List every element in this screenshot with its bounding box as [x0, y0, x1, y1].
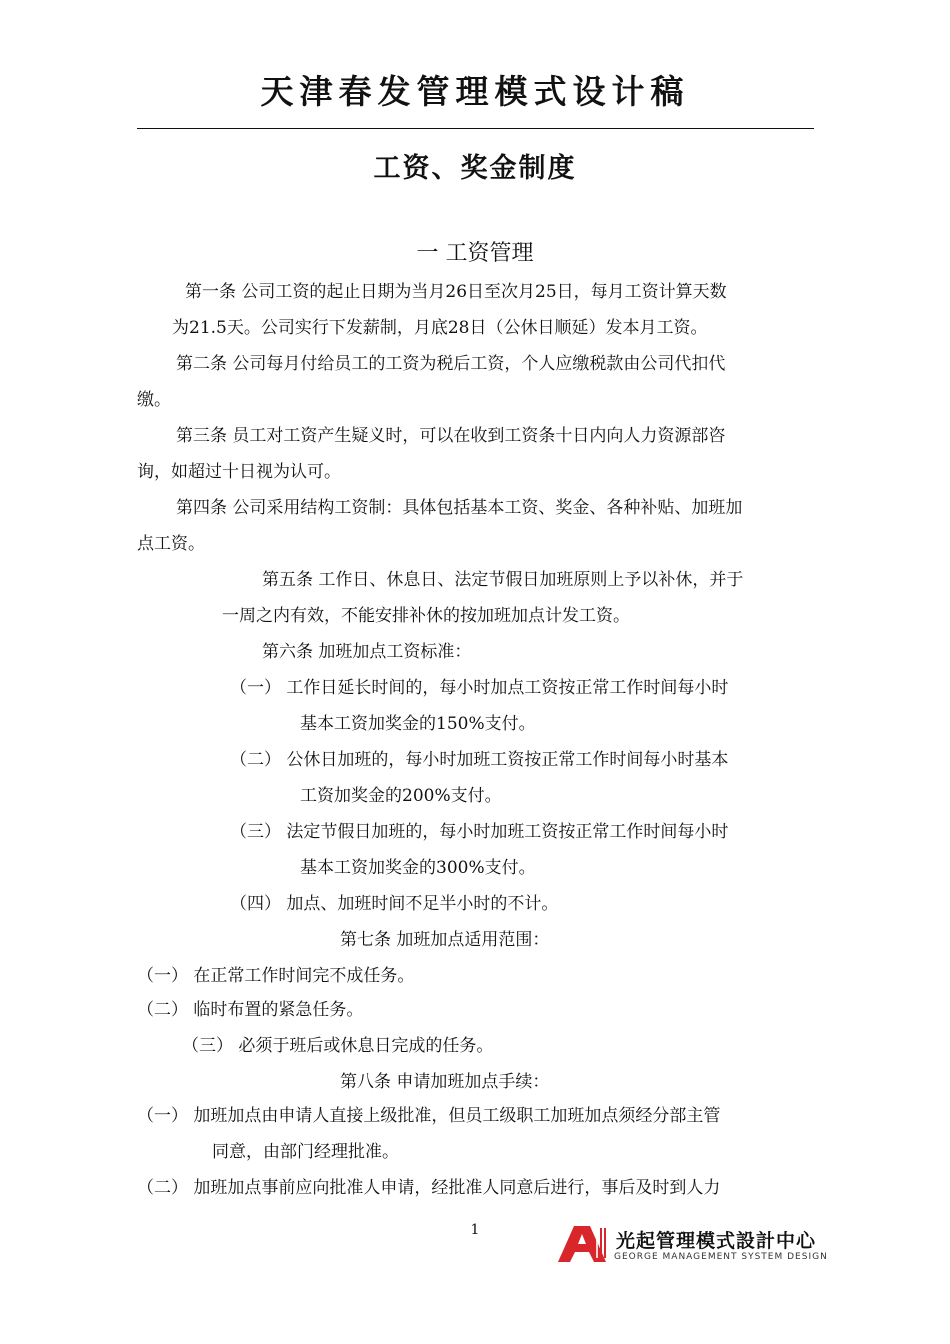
- paragraph-line: 一周之内有效，不能安排补休的按加班加点计发工资。: [222, 606, 630, 626]
- list-item-continuation: 工资加奖金的200%支付。: [300, 786, 502, 806]
- page-number: 1: [470, 1222, 480, 1238]
- list-item: （三） 法定节假日加班的，每小时加班工资按正常工作时间每小时: [230, 822, 729, 842]
- list-item: （一） 工作日延长时间的，每小时加点工资按正常工作时间每小时: [230, 678, 729, 698]
- list-item-continuation: 同意，由部门经理批准。: [212, 1142, 399, 1162]
- list-item: （四） 加点、加班时间不足半小时的不计。: [230, 894, 559, 914]
- paragraph-line: 点工资。: [137, 534, 205, 554]
- paragraph-line: 第二条 公司每月付给员工的工资为税后工资，个人应缴税款由公司代扣代: [176, 354, 726, 374]
- paragraph-line: 第八条 申请加班加点手续：: [340, 1072, 550, 1092]
- paragraph-line: 询，如超过十日视为认可。: [137, 462, 341, 482]
- list-item: （一） 加班加点由申请人直接上级批准，但员工级职工加班加点须经分部主管: [137, 1106, 721, 1126]
- logo-english-name: GEORGE MANAGEMENT SYSTEM DESIGN: [614, 1252, 828, 1262]
- paragraph-line: 第三条 员工对工资产生疑义时，可以在收到工资条十日内向人力资源部咨: [176, 426, 726, 446]
- paragraph-line: 第四条 公司采用结构工资制：具体包括基本工资、奖金、各种补贴、加班加: [176, 498, 743, 518]
- document-title: 天津春发管理模式设计稿: [260, 72, 690, 111]
- logo-chinese-name: 光起管理模式設計中心: [616, 1230, 817, 1252]
- document-subtitle: 工资、奖金制度: [373, 153, 577, 184]
- list-item: （二） 公休日加班的，每小时加班工资按正常工作时间每小时基本: [230, 750, 729, 770]
- paragraph-line: 第一条 公司工资的起止日期为当月26日至次月25日，每月工资计算天数: [185, 282, 727, 302]
- paragraph-line: 第七条 加班加点适用范围：: [340, 930, 550, 950]
- list-item: （二） 加班加点事前应向批准人申请，经批准人同意后进行，事后及时到人力: [137, 1178, 721, 1198]
- list-item-continuation: 基本工资加奖金的300%支付。: [300, 858, 536, 878]
- paragraph-line: 为21.5天。公司实行下发薪制，月底28日（公休日顺延）发本月工资。: [172, 318, 708, 338]
- list-item: （二） 临时布置的紧急任务。: [137, 1000, 364, 1020]
- paragraph-line: 缴。: [137, 390, 171, 410]
- company-logo-icon: [556, 1224, 608, 1264]
- section-heading: 一 工资管理: [416, 241, 534, 266]
- list-item: （三） 必须于班后或休息日完成的任务。: [182, 1036, 494, 1056]
- paragraph-line: 第六条 加班加点工资标准：: [262, 642, 472, 662]
- header-rule: [137, 128, 814, 129]
- list-item: （一） 在正常工作时间完不成任务。: [137, 966, 415, 986]
- list-item-continuation: 基本工资加奖金的150%支付。: [300, 714, 536, 734]
- paragraph-line: 第五条 工作日、休息日、法定节假日加班原则上予以补休，并于: [262, 570, 744, 590]
